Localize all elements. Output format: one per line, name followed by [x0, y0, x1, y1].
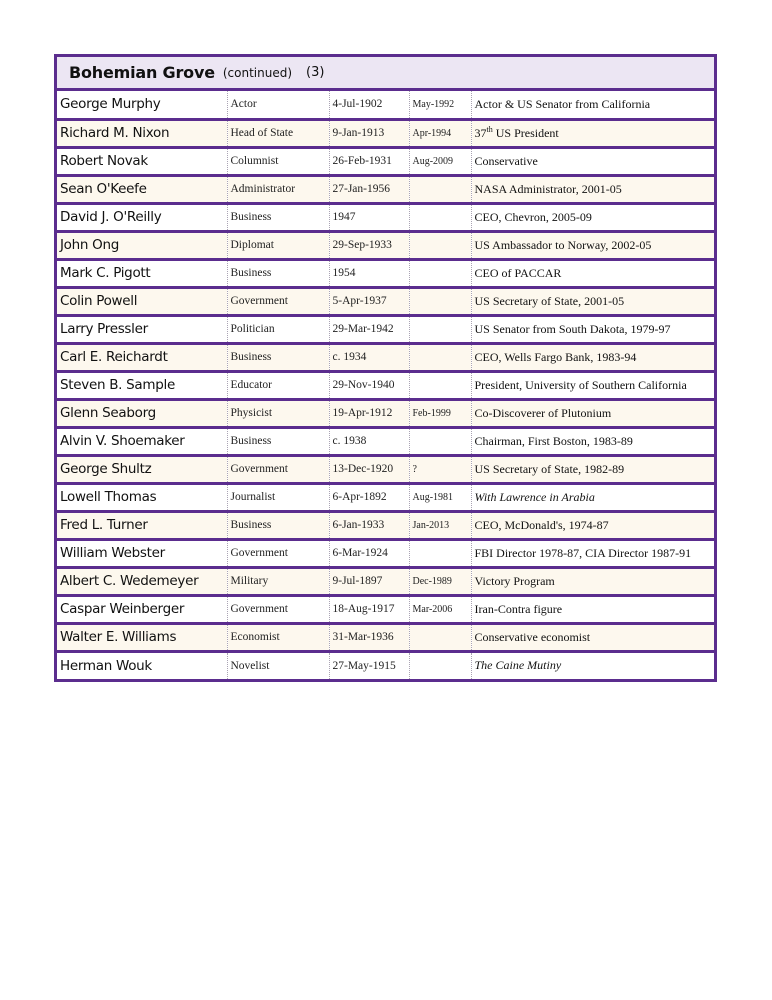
table-row	[57, 91, 714, 119]
person-note	[471, 119, 714, 147]
table-row	[57, 119, 714, 147]
person-note: Conservative economist	[471, 623, 714, 651]
birth-date: 18-Aug-1917	[329, 595, 409, 623]
table-row	[57, 371, 714, 399]
person-role: Military	[227, 567, 329, 595]
person-name: Sean O'Keefe	[57, 175, 227, 203]
person-note: US Ambassador to Norway, 2002-05	[471, 231, 714, 259]
table-row	[57, 483, 714, 511]
person-role: Novelist	[227, 651, 329, 679]
table-row	[57, 651, 714, 679]
table-row	[57, 623, 714, 651]
person-role: Business	[227, 259, 329, 287]
death-date	[409, 427, 471, 455]
person-note: President, University of Southern California	[471, 371, 714, 399]
person-name: Richard M. Nixon	[57, 119, 227, 147]
person-note: CEO, Wells Fargo Bank, 1983-94	[471, 343, 714, 371]
table-body	[57, 91, 714, 679]
person-note: Conservative	[471, 147, 714, 175]
person-note: CEO of PACCAR	[471, 259, 714, 287]
table-row	[57, 595, 714, 623]
person-name: Robert Novak	[57, 147, 227, 175]
death-date: Aug-1981	[409, 483, 471, 511]
person-role: Government	[227, 455, 329, 483]
birth-date: c. 1938	[329, 427, 409, 455]
birth-date: 9-Jul-1897	[329, 567, 409, 595]
person-name: Glenn Seaborg	[57, 399, 227, 427]
birth-date: 5-Apr-1937	[329, 287, 409, 315]
death-date	[409, 623, 471, 651]
table-row	[57, 399, 714, 427]
death-date: Dec-1989	[409, 567, 471, 595]
table-row	[57, 147, 714, 175]
person-note: US Senator from South Dakota, 1979-97	[471, 315, 714, 343]
death-date: Apr-1994	[409, 119, 471, 147]
birth-date: 29-Sep-1933	[329, 231, 409, 259]
person-note: Co-Discoverer of Plutonium	[471, 399, 714, 427]
person-role: Columnist	[227, 147, 329, 175]
birth-date: 6-Apr-1892	[329, 483, 409, 511]
table-row	[57, 455, 714, 483]
person-role: Head of State	[227, 119, 329, 147]
table-title: Bohemian Grove	[69, 63, 215, 82]
person-role: Business	[227, 427, 329, 455]
table-header	[57, 57, 714, 91]
page-number: (3)	[306, 65, 325, 80]
person-name: John Ong	[57, 231, 227, 259]
death-date: Jan-2013	[409, 511, 471, 539]
person-note: CEO, Chevron, 2005-09	[471, 203, 714, 231]
death-date	[409, 651, 471, 679]
birth-date: c. 1934	[329, 343, 409, 371]
table-row	[57, 567, 714, 595]
birth-date: 1954	[329, 259, 409, 287]
person-note: CEO, McDonald's, 1974-87	[471, 511, 714, 539]
person-note: US Secretary of State, 2001-05	[471, 287, 714, 315]
birth-date: 13-Dec-1920	[329, 455, 409, 483]
person-name: Colin Powell	[57, 287, 227, 315]
person-role: Actor	[227, 91, 329, 119]
person-note: Chairman, First Boston, 1983-89	[471, 427, 714, 455]
death-date: Feb-1999	[409, 399, 471, 427]
person-role: Business	[227, 511, 329, 539]
person-name: Larry Pressler	[57, 315, 227, 343]
person-name: Mark C. Pigott	[57, 259, 227, 287]
person-note: NASA Administrator, 2001-05	[471, 175, 714, 203]
person-role: Educator	[227, 371, 329, 399]
person-name: David J. O'Reilly	[57, 203, 227, 231]
person-name: Carl E. Reichardt	[57, 343, 227, 371]
death-date	[409, 343, 471, 371]
person-name: Fred L. Turner	[57, 511, 227, 539]
death-date	[409, 231, 471, 259]
person-name: Lowell Thomas	[57, 483, 227, 511]
table-row	[57, 259, 714, 287]
death-date	[409, 371, 471, 399]
members-table-frame	[54, 54, 717, 682]
birth-date: 27-May-1915	[329, 651, 409, 679]
birth-date: 4-Jul-1902	[329, 91, 409, 119]
person-role: Business	[227, 343, 329, 371]
person-role: Journalist	[227, 483, 329, 511]
birth-date: 9-Jan-1913	[329, 119, 409, 147]
table-row	[57, 315, 714, 343]
person-name: William Webster	[57, 539, 227, 567]
birth-date: 6-Mar-1924	[329, 539, 409, 567]
person-note: Victory Program	[471, 567, 714, 595]
person-role: Diplomat	[227, 231, 329, 259]
person-note: Actor & US Senator from California	[471, 91, 714, 119]
person-role: Economist	[227, 623, 329, 651]
table-subtitle: (continued)	[222, 65, 293, 80]
birth-date: 29-Mar-1942	[329, 315, 409, 343]
note-text: US President	[492, 126, 559, 140]
person-name: Caspar Weinberger	[57, 595, 227, 623]
person-note: With Lawrence in Arabia	[471, 483, 714, 511]
members-table	[57, 91, 714, 679]
birth-date: 31-Mar-1936	[329, 623, 409, 651]
table-row	[57, 427, 714, 455]
death-date: Aug-2009	[409, 147, 471, 175]
person-note: US Secretary of State, 1982-89	[471, 455, 714, 483]
person-role: Business	[227, 203, 329, 231]
person-role: Government	[227, 595, 329, 623]
table-row	[57, 343, 714, 371]
person-name: Steven B. Sample	[57, 371, 227, 399]
table-row	[57, 287, 714, 315]
person-note: FBI Director 1978-87, CIA Director 1987-91	[471, 539, 714, 567]
birth-date: 6-Jan-1933	[329, 511, 409, 539]
birth-date: 26-Feb-1931	[329, 147, 409, 175]
table-row	[57, 231, 714, 259]
person-name: Walter E. Williams	[57, 623, 227, 651]
birth-date: 27-Jan-1956	[329, 175, 409, 203]
table-row	[57, 203, 714, 231]
person-name: George Murphy	[60, 96, 161, 113]
person-role: Administrator	[227, 175, 329, 203]
birth-date: 29-Nov-1940	[329, 371, 409, 399]
person-name: George Shultz	[57, 455, 227, 483]
death-date	[409, 175, 471, 203]
birth-date: 19-Apr-1912	[329, 399, 409, 427]
death-date: ?	[409, 455, 471, 483]
person-role: Government	[227, 287, 329, 315]
death-date	[409, 259, 471, 287]
person-role: Politician	[227, 315, 329, 343]
table-row	[57, 539, 714, 567]
death-date: Mar-2006	[409, 595, 471, 623]
death-date	[409, 287, 471, 315]
birth-date: 1947	[329, 203, 409, 231]
death-date	[409, 539, 471, 567]
person-name: Albert C. Wedemeyer	[57, 567, 227, 595]
person-name: Alvin V. Shoemaker	[57, 427, 227, 455]
person-role: Physicist	[227, 399, 329, 427]
death-date: May-1992	[409, 91, 471, 119]
ordinal-suffix: th	[486, 125, 493, 134]
person-note: Iran-Contra figure	[471, 595, 714, 623]
table-row	[57, 511, 714, 539]
person-role: Government	[227, 539, 329, 567]
table-row	[57, 175, 714, 203]
death-date	[409, 315, 471, 343]
person-name: Herman Wouk	[57, 651, 227, 679]
note-text: 37	[474, 126, 487, 140]
person-note: The Caine Mutiny	[471, 651, 714, 679]
death-date	[409, 203, 471, 231]
